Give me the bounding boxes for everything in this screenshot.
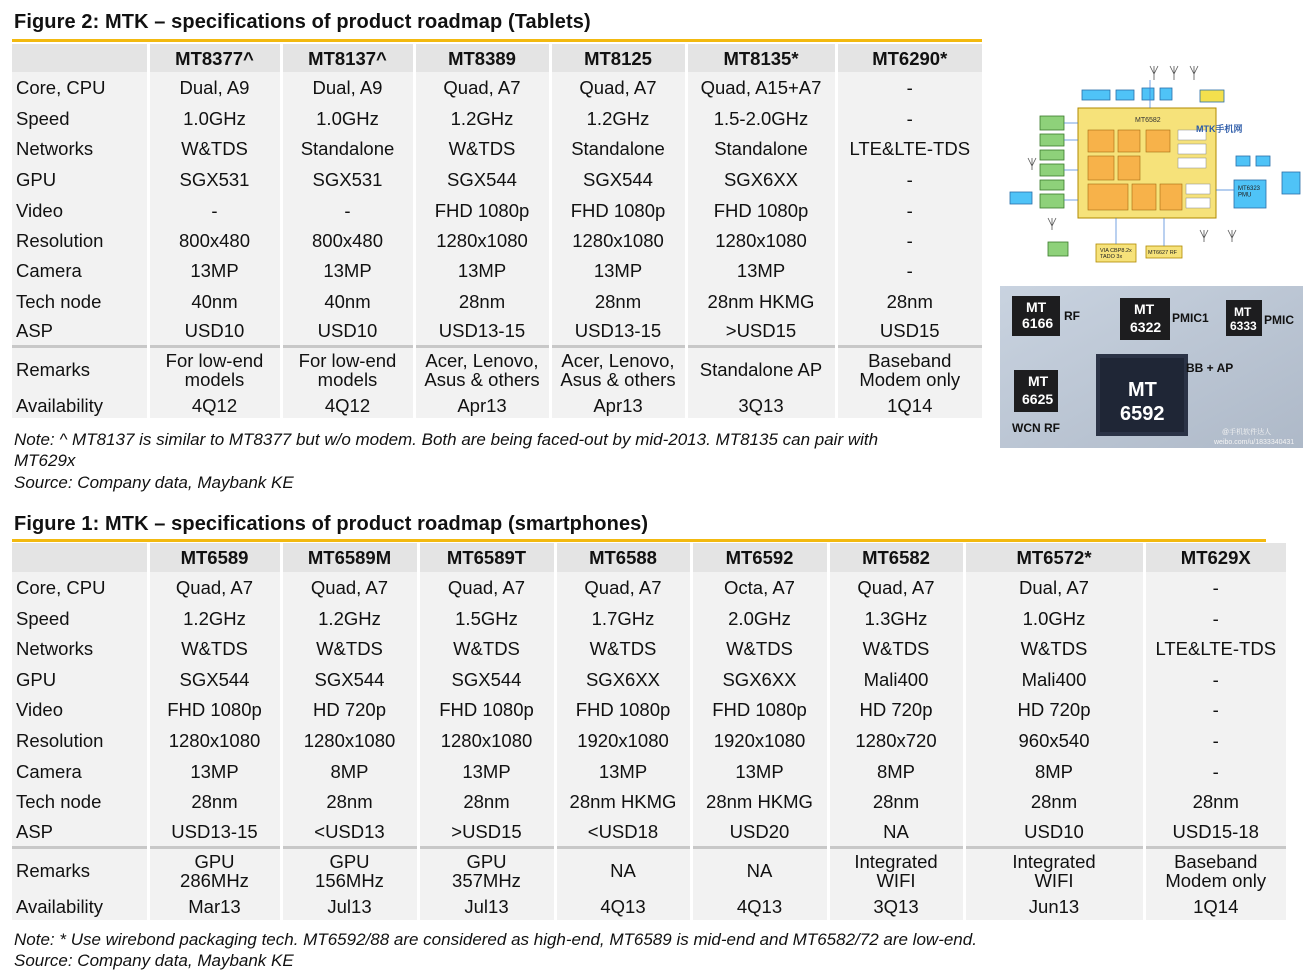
chip-mt6592-label-2: 6592 [1120, 403, 1165, 425]
chip-pmic-side-label: PMIC [1264, 313, 1294, 327]
table-cell: Mali400 [964, 664, 1144, 694]
table-cell: - [281, 195, 414, 225]
table-cell: >USD15 [418, 817, 555, 847]
table-cell: 28nm [828, 786, 964, 817]
table-cell: USD15-18 [1144, 817, 1286, 847]
row-label: Speed [12, 103, 148, 133]
table-cell: 8MP [828, 756, 964, 786]
row-label: Availability [12, 893, 148, 920]
row-label: GPU [12, 164, 148, 195]
table-cell: - [836, 103, 982, 133]
table-cell: USD15 [836, 316, 982, 346]
table-cell: 4Q12 [281, 392, 414, 418]
table-cell: - [1144, 664, 1286, 694]
table-row [12, 786, 1286, 817]
table-cell: Quad, A7 [555, 572, 691, 603]
table-cell: 1.2GHz [550, 103, 686, 133]
table-cell: SGX6XX [555, 664, 691, 694]
table-cell: 1.0GHz [964, 603, 1144, 633]
table-cell: Apr13 [414, 392, 550, 418]
table-cell: Baseband Modem only [836, 346, 982, 392]
table-cell: 1.7GHz [555, 603, 691, 633]
row-label: Camera [12, 756, 148, 786]
table-cell: Quad, A7 [281, 572, 418, 603]
table-cell: 1.5GHz [418, 603, 555, 633]
row-label: Availability [12, 392, 148, 418]
chip-rf-side-label: RF [1064, 309, 1080, 323]
table-cell: FHD 1080p [691, 694, 828, 725]
table-cell: 1.2GHz [414, 103, 550, 133]
table-cell: HD 720p [281, 694, 418, 725]
row-label: Remarks [12, 346, 148, 392]
table-cell: 1.0GHz [281, 103, 414, 133]
column-header: MT6582 [828, 543, 964, 572]
table-cell: 800x480 [148, 225, 281, 255]
chip-photo-image [1000, 286, 1303, 448]
table-cell: Dual, A7 [964, 572, 1144, 603]
table-cell: 3Q13 [686, 392, 836, 418]
chip-bbap-side-label: BB + AP [1186, 361, 1234, 375]
table-cell: 28nm HKMG [686, 286, 836, 316]
table-cell: W&TDS [828, 633, 964, 664]
table-row [12, 164, 982, 195]
table-cell: 1920x1080 [555, 725, 691, 756]
figure1-title: Figure 1: MTK – specifications of product roadmap (smartphones) [14, 513, 649, 535]
table-cell: 1Q14 [836, 392, 982, 418]
table-cell: USD13-15 [148, 817, 281, 847]
table-cell: 40nm [281, 286, 414, 316]
table-row [12, 346, 982, 392]
figure1-note: Note: * Use wirebond packaging tech. MT6592/88 are considered as high-end, MT6589 is mid-end and MT6582/72 are low-end. [14, 930, 977, 949]
table-row [12, 603, 1286, 633]
table-cell: 1Q14 [1144, 893, 1286, 920]
table-cell: SGX544 [148, 664, 281, 694]
figure2-title: Figure 2: MTK – specifications of product roadmap (Tablets) [14, 11, 591, 33]
table-row [12, 756, 1286, 786]
table-cell: 28nm [281, 786, 418, 817]
table-row [12, 725, 1286, 756]
table-row [12, 195, 982, 225]
table-cell: W&TDS [281, 633, 418, 664]
table-cell: Mar13 [148, 893, 281, 920]
table-cell: Dual, A9 [281, 72, 414, 103]
table-cell: LTE&LTE-TDS [1144, 633, 1286, 664]
column-header: MT6572* [964, 543, 1144, 572]
table-cell: 40nm [148, 286, 281, 316]
table-cell: Quad, A15+A7 [686, 72, 836, 103]
table-cell: W&TDS [414, 133, 550, 164]
table-cell: 13MP [691, 756, 828, 786]
table-cell: 28nm HKMG [555, 786, 691, 817]
table-cell: 960x540 [964, 725, 1144, 756]
chip-mt6166-label-1: MT [1026, 299, 1047, 315]
table-cell: Standalone [281, 133, 414, 164]
column-header: MT8125 [550, 44, 686, 72]
row-label: GPU [12, 664, 148, 694]
table-cell: 13MP [555, 756, 691, 786]
column-header: MT6589 [148, 543, 281, 572]
table-cell: NA [691, 847, 828, 893]
column-header: MT8135* [686, 44, 836, 72]
table-cell: USD13-15 [550, 316, 686, 346]
table-cell: SGX544 [550, 164, 686, 195]
table-cell: SGX544 [281, 664, 418, 694]
row-label: Resolution [12, 725, 148, 756]
table-cell: W&TDS [964, 633, 1144, 664]
table-cell: 13MP [686, 255, 836, 286]
figure2-source: Source: Company data, Maybank KE [14, 473, 294, 492]
table-cell: 1.0GHz [148, 103, 281, 133]
chip-pmic1-side-label: PMIC1 [1172, 311, 1209, 325]
table-cell: - [836, 255, 982, 286]
column-header: MT8137^ [281, 44, 414, 72]
table-row [12, 316, 982, 346]
table-row [12, 893, 1286, 920]
table-cell: 4Q12 [148, 392, 281, 418]
table-cell: W&TDS [555, 633, 691, 664]
row-label: Networks [12, 633, 148, 664]
block-diagram-modem-label: VIA CBP8.2x TADO 3x [1100, 248, 1132, 261]
table-cell: - [836, 225, 982, 255]
table-cell: 28nm [1144, 786, 1286, 817]
chip-mt6166-label-2: 6166 [1022, 315, 1054, 331]
row-label: Resolution [12, 225, 148, 255]
table-cell: 800x480 [281, 225, 414, 255]
table-cell: Standalone AP [686, 346, 836, 392]
table-cell: FHD 1080p [550, 195, 686, 225]
table-cell: 1280x1080 [686, 225, 836, 255]
table-cell: Jul13 [418, 893, 555, 920]
table-cell: Standalone [550, 133, 686, 164]
table-cell: SGX544 [418, 664, 555, 694]
table-cell: - [1144, 603, 1286, 633]
table-cell: 13MP [148, 756, 281, 786]
table-cell: USD10 [281, 316, 414, 346]
table-cell: FHD 1080p [414, 195, 550, 225]
table-cell: Acer, Lenovo, Asus & others [550, 346, 686, 392]
row-label: Camera [12, 255, 148, 286]
table-cell: Quad, A7 [148, 572, 281, 603]
table-cell: W&TDS [691, 633, 828, 664]
table-cell: W&TDS [148, 633, 281, 664]
table-cell: SGX531 [148, 164, 281, 195]
column-header: MT6589M [281, 543, 418, 572]
table-cell: 13MP [550, 255, 686, 286]
row-label: Core, CPU [12, 72, 148, 103]
table-row [12, 225, 982, 255]
chip-mt6592-label-1: MT [1128, 379, 1157, 401]
table-cell: SGX544 [414, 164, 550, 195]
chip-mt6322-label-1: MT [1134, 301, 1155, 317]
table-cell: Jun13 [964, 893, 1144, 920]
table-row [12, 255, 982, 286]
table-cell: 1280x720 [828, 725, 964, 756]
row-label: Remarks [12, 847, 148, 893]
table-cell: - [1144, 725, 1286, 756]
table-cell: For low-end models [148, 346, 281, 392]
table-cell: >USD15 [686, 316, 836, 346]
table-cell: 13MP [414, 255, 550, 286]
table-cell: 1.2GHz [148, 603, 281, 633]
table-cell: 28nm HKMG [691, 786, 828, 817]
table-cell: 4Q13 [555, 893, 691, 920]
column-header: MT6589T [418, 543, 555, 572]
table-row [12, 103, 982, 133]
table-cell: Dual, A9 [148, 72, 281, 103]
table-cell: GPU 156MHz [281, 847, 418, 893]
table-cell: 4Q13 [691, 893, 828, 920]
table-cell: 13MP [148, 255, 281, 286]
table-cell: Quad, A7 [414, 72, 550, 103]
row-label: Video [12, 694, 148, 725]
column-header: MT8377^ [148, 44, 281, 72]
block-diagram-pmu-label: MT6323 PMU [1238, 186, 1261, 199]
table-cell: Standalone [686, 133, 836, 164]
table-cell: 28nm [550, 286, 686, 316]
table-cell: Quad, A7 [418, 572, 555, 603]
table-cell: For low-end models [281, 346, 414, 392]
chip-photo-watermark-url: weibo.com/u/1833340431 [1214, 439, 1295, 446]
table-cell: 2.0GHz [691, 603, 828, 633]
block-diagram-chip-label: MT6582 [1135, 117, 1161, 124]
table-cell: 28nm [418, 786, 555, 817]
table-row [12, 72, 982, 103]
table-row [12, 847, 1286, 893]
table-cell: 1280x1080 [418, 725, 555, 756]
table-cell: GPU 286MHz [148, 847, 281, 893]
table-cell: Baseband Modem only [1144, 847, 1286, 893]
table-row [12, 286, 982, 316]
row-label: Networks [12, 133, 148, 164]
table-cell: - [836, 195, 982, 225]
table-cell: 1.2GHz [281, 603, 418, 633]
table-cell: 1280x1080 [281, 725, 418, 756]
block-diagram-watermark: MTK手机网 [1196, 124, 1243, 134]
chip-mt6333-label-2: 6333 [1230, 319, 1257, 333]
table-cell: Quad, A7 [828, 572, 964, 603]
table-cell: HD 720p [964, 694, 1144, 725]
table-cell: SGX6XX [691, 664, 828, 694]
table-cell: 28nm [964, 786, 1144, 817]
table-cell: LTE&LTE-TDS [836, 133, 982, 164]
row-label: Tech node [12, 286, 148, 316]
table-cell: USD13-15 [414, 316, 550, 346]
table-cell: NA [828, 817, 964, 847]
chip-mt6322-label-2: 6322 [1130, 319, 1162, 335]
table-cell: 28nm [148, 786, 281, 817]
table-cell: 1280x1080 [148, 725, 281, 756]
row-label: Tech node [12, 786, 148, 817]
table-cell: 13MP [418, 756, 555, 786]
table-cell: 28nm [414, 286, 550, 316]
chip-mt6333-label-1: MT [1234, 305, 1252, 319]
chip-wcnrf-side-label: WCN RF [1012, 421, 1060, 435]
table-cell: USD10 [148, 316, 281, 346]
table-cell: FHD 1080p [418, 694, 555, 725]
table-cell: - [1144, 756, 1286, 786]
table-cell: NA [555, 847, 691, 893]
table-cell: Apr13 [550, 392, 686, 418]
row-label: ASP [12, 817, 148, 847]
chip-mt6625-label-1: MT [1028, 373, 1049, 389]
column-header: MT6588 [555, 543, 691, 572]
figure2-title-rule [12, 39, 982, 42]
table-cell: FHD 1080p [686, 195, 836, 225]
block-diagram-rf-label: MT6627 RF [1148, 250, 1178, 256]
block-diagram-image [1000, 60, 1303, 278]
chip-mt6625-label-2: 6625 [1022, 391, 1054, 407]
table-cell: FHD 1080p [148, 694, 281, 725]
header-blank-cell [12, 44, 148, 72]
table-cell: 8MP [964, 756, 1144, 786]
table-cell: 1.3GHz [828, 603, 964, 633]
column-header: MT629X [1144, 543, 1286, 572]
table-cell: - [836, 72, 982, 103]
table-row [12, 392, 982, 418]
table-cell: - [836, 164, 982, 195]
table-cell: 28nm [836, 286, 982, 316]
table-cell: SGX531 [281, 164, 414, 195]
table-cell: 3Q13 [828, 893, 964, 920]
table-cell: HD 720p [828, 694, 964, 725]
table-cell: - [1144, 572, 1286, 603]
column-header: MT8389 [414, 44, 550, 72]
table-row [12, 664, 1286, 694]
table-cell: Mali400 [828, 664, 964, 694]
row-label: Video [12, 195, 148, 225]
table-cell: 1280x1080 [550, 225, 686, 255]
figure1-source: Source: Company data, Maybank KE [14, 951, 294, 970]
table-row [12, 817, 1286, 847]
table-cell: 13MP [281, 255, 414, 286]
table-cell: SGX6XX [686, 164, 836, 195]
table-cell: 8MP [281, 756, 418, 786]
column-header: MT6290* [836, 44, 982, 72]
table-cell: W&TDS [148, 133, 281, 164]
table-cell: - [1144, 694, 1286, 725]
table-cell: USD10 [964, 817, 1144, 847]
table-cell: 1920x1080 [691, 725, 828, 756]
table-cell: Integrated WIFI [964, 847, 1144, 893]
header-blank-cell [12, 543, 148, 572]
table-cell: Jul13 [281, 893, 418, 920]
table-row [12, 694, 1286, 725]
table-cell: USD20 [691, 817, 828, 847]
figure1-table [12, 543, 1286, 920]
figure2-note: Note: ^ MT8137 is similar to MT8377 but w/o modem. Both are being faced-out by mid-2013. MT8135 can pair with MT629x [14, 430, 879, 470]
table-cell: GPU 357MHz [418, 847, 555, 893]
table-cell: <USD18 [555, 817, 691, 847]
table-cell: Octa, A7 [691, 572, 828, 603]
table-cell: W&TDS [418, 633, 555, 664]
figure2-table [12, 44, 982, 418]
row-label: Speed [12, 603, 148, 633]
table-cell: 1.5-2.0GHz [686, 103, 836, 133]
table-row [12, 633, 1286, 664]
table-row [12, 133, 982, 164]
table-cell: Integrated WIFI [828, 847, 964, 893]
table-cell: <USD13 [281, 817, 418, 847]
figure1-title-rule [12, 539, 1266, 542]
column-header: MT6592 [691, 543, 828, 572]
table-row [12, 572, 1286, 603]
table-cell: Quad, A7 [550, 72, 686, 103]
table-cell: 1280x1080 [414, 225, 550, 255]
table-cell: Acer, Lenovo, Asus & others [414, 346, 550, 392]
row-label: Core, CPU [12, 572, 148, 603]
table-cell: FHD 1080p [555, 694, 691, 725]
table-cell: - [148, 195, 281, 225]
chip-photo-watermark: @手机软件达人 [1222, 429, 1272, 436]
row-label: ASP [12, 316, 148, 346]
